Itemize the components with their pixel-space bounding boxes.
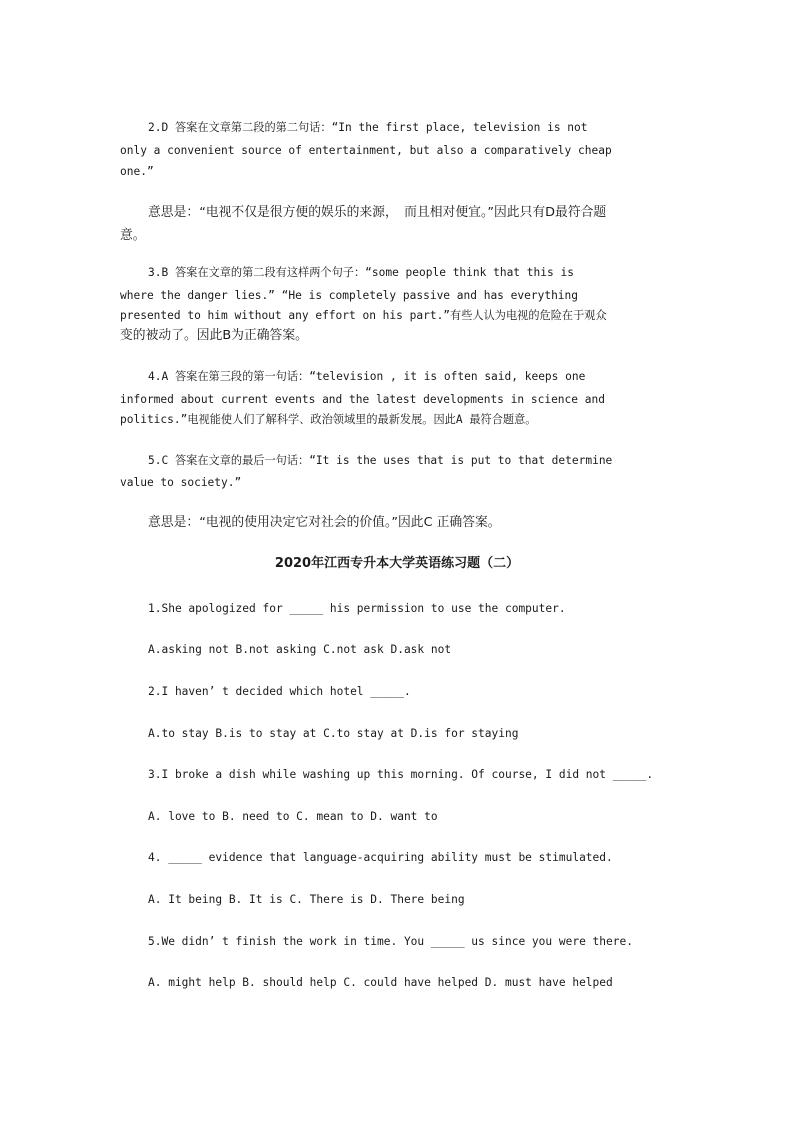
answer-3-line-4: 变的被动了。因此B为正确答案。 [120,328,308,343]
answer-4-paragraph [120,367,674,430]
question-1-stem: 1.She apologized for _____ his permission to use the computer. [148,602,566,615]
answer-2-meaning-line-2: 意。 [120,228,146,243]
question-5-options: A. might help B. should help C. could have helped D. must have helped [148,976,613,989]
question-4-options: A. It being B. It is C. There is D. There being [148,893,465,906]
answer-2-meaning [120,201,674,247]
answer-2-line-3: one.” [120,165,154,178]
answer-5-line-1: 5.C 答案在文章的最后一句话：“It is the uses that is put to that determine [148,454,613,467]
question-3-options: A. love to B. need to C. mean to D. want to [148,810,438,823]
section-title: 2020年江西专升本大学英语练习题（二） [274,556,520,571]
answer-3-paragraph [120,263,674,346]
answer-4-line-2: informed about current events and the latest developments in science and [120,393,605,406]
question-4-stem: 4. _____ evidence that language-acquiring ability must be stimulated. [148,851,613,864]
answer-5-paragraph [120,450,674,494]
question-1-options: A.asking not B.not asking C.not ask D.ask not [148,643,452,656]
answer-4-line-1: 4.A 答案在第三段的第一句话：“television , it is often said, keeps one [148,370,586,383]
question-3-stem: 3.I broke a dish while washing up this morning. Of course, I did not _____. [148,768,654,781]
question-2-stem: 2.I haven’ t decided which hotel _____. [148,685,411,698]
answer-2-line-2: only a convenient source of entertainment, but also a comparatively cheap [120,144,612,157]
question-5-stem: 5.We didn’ t finish the work in time. You _____ us since you were there. [148,935,633,948]
answer-2-line-1: 2.D 答案在文章第二段的第二句话：“In the first place, television is not [148,121,588,134]
answer-3-line-3: presented to him without any effort on his part.”有些人认为电视的危险在于观众 [120,309,607,322]
question-2-options: A.to stay B.is to stay at C.to stay at D.is for staying [148,727,519,740]
answer-5-meaning: 意思是：“电视的使用决定它对社会的价值。”因此C 正确答案。 [148,515,501,530]
answer-3-line-1: 3.B 答案在文章的第二段有这样两个句子：“some people think that this is [148,266,574,279]
answer-3-line-2: where the danger lies.” “He is completely passive and has everything [120,289,579,302]
answer-5-line-2: value to society.” [120,476,242,489]
answer-2-meaning-line-1: 意思是：“电视不仅是很方便的娱乐的来源， 而且相对便宜。”因此只有D最符合题 [148,205,607,220]
answer-2-paragraph [120,117,674,182]
answer-4-line-3: politics.”电视能使人们了解科学、政治领域里的最新发展。因此A 最符合题意。 [120,413,537,426]
